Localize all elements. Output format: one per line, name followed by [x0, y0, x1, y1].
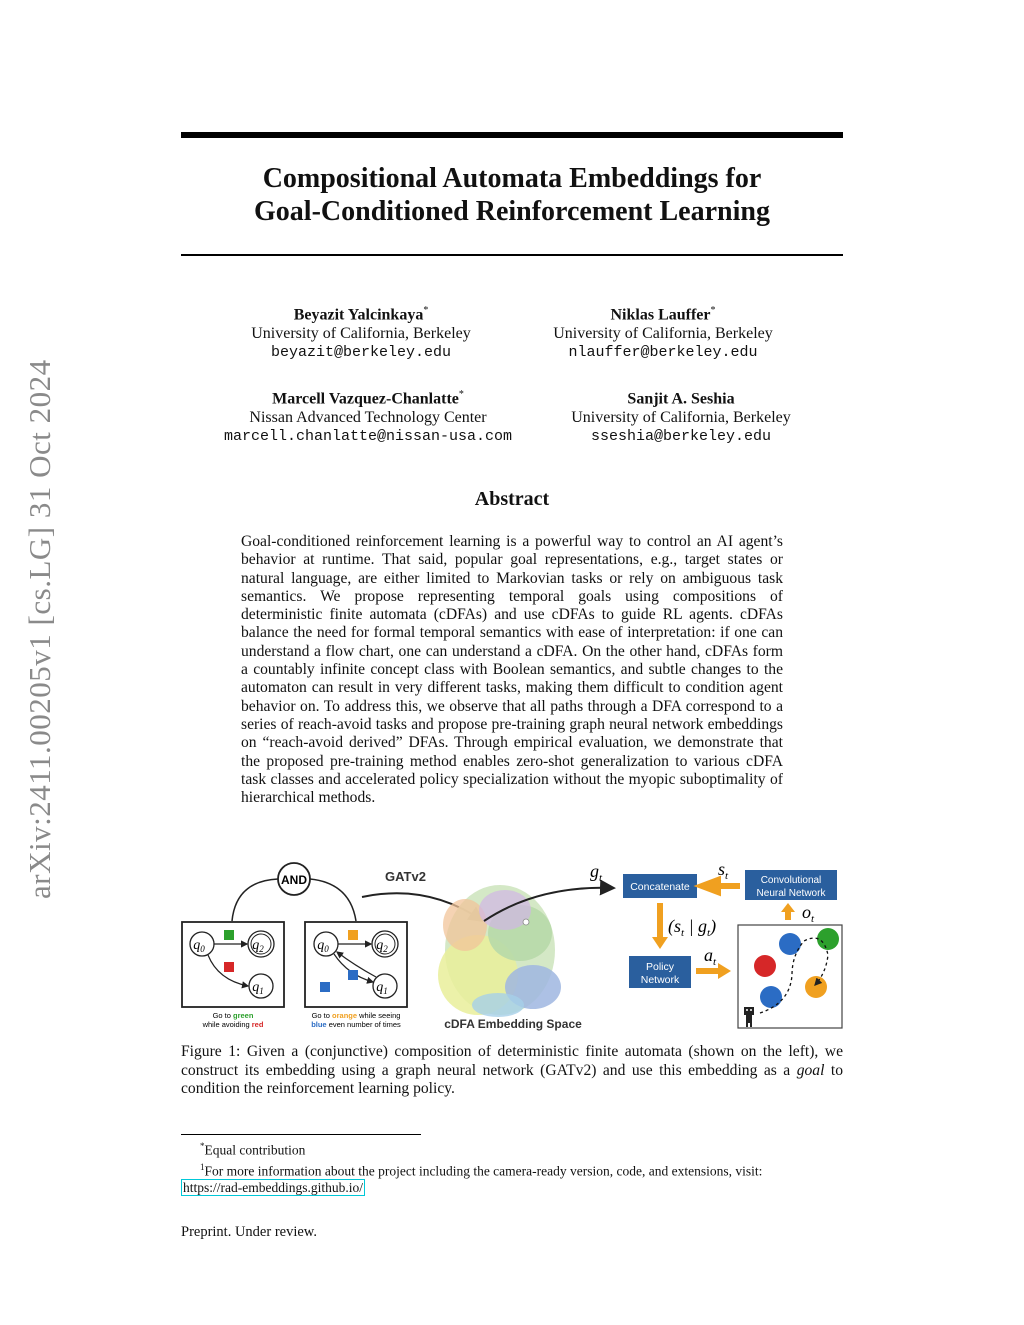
- cnn-label-line2: Neural Network: [756, 888, 826, 899]
- and-edge-right: [310, 879, 356, 921]
- policy-label-line2: Network: [640, 974, 680, 986]
- env-blue-ball-top: [779, 933, 801, 955]
- pair-arrow-head: [652, 937, 668, 949]
- pair-label: ($s_t$ | $g_t$): [668, 916, 717, 939]
- a-t-label: $a_t$: [704, 945, 717, 968]
- footnote-equal: *Equal contribution: [200, 1141, 306, 1158]
- ot-arrow-head: [781, 903, 795, 912]
- author-name: Sanjit A. Seshia: [627, 390, 735, 408]
- title-bottom-rule: [181, 254, 843, 256]
- s-t-label: $s_t$: [718, 859, 729, 882]
- dfa1-caption-line2: while avoiding red: [202, 1020, 264, 1029]
- author-name: Niklas Lauffer: [610, 306, 711, 324]
- figure-caption: [181, 1043, 843, 1099]
- project-link[interactable]: https://rad-embeddings.github.io/: [183, 1180, 363, 1195]
- dfa1-red-token: [224, 962, 234, 972]
- author-name: Beyazit Yalcinkaya: [293, 306, 424, 324]
- author-mark: *: [458, 389, 464, 400]
- dfa1-caption-line1: Go to green: [212, 1011, 254, 1020]
- title-line-1: Compositional Automata Embeddings for: [262, 163, 762, 194]
- embedding-space-label: cDFA Embedding Space: [444, 1017, 582, 1031]
- dfa2-q1-label: $q_1$: [376, 980, 388, 996]
- dfa1-green-token: [224, 930, 234, 940]
- gatv2-label: GATv2: [385, 869, 426, 884]
- dfa1-q2-label: $q_2$: [252, 938, 264, 954]
- author-block-4: [516, 385, 846, 446]
- dfa2-q2-label: $q_2$: [376, 938, 388, 954]
- caption-part-a: Figure 1: Given a (conjunctive) composition of deterministic finite automata (shown on the left), we construct its embedding using a graph neural network (GATv2) and use this embedding as a: [181, 1043, 843, 1079]
- preprint-note: Preprint. Under review.: [181, 1224, 317, 1240]
- author-mark: *: [423, 305, 429, 316]
- embedding-cloud: [438, 885, 561, 1017]
- footnotes: [181, 1138, 845, 1196]
- dfa1-q0-label: $q_0$: [193, 938, 205, 954]
- env-red-ball: [754, 955, 776, 977]
- and-edge-left: [232, 879, 278, 921]
- paper-title: [181, 162, 843, 228]
- dfa2-q0-label: $q_0$: [317, 938, 329, 954]
- author-name: Marcell Vazquez-Chanlatte: [272, 390, 459, 408]
- author-affiliation: University of California, Berkeley: [571, 409, 791, 427]
- author-email[interactable]: nlauffer@berkeley.edu: [568, 344, 758, 362]
- dfa2-blue-token-2: [320, 982, 330, 992]
- author-block-3: [203, 385, 533, 446]
- author-block-1: [196, 301, 526, 362]
- dfa2-caption-line2: blue even number of times: [311, 1020, 401, 1029]
- author-affiliation: Nissan Advanced Technology Center: [249, 409, 487, 427]
- caption-emphasis: goal: [796, 1061, 825, 1079]
- author-mark: *: [710, 305, 716, 316]
- concatenate-label: Concatenate: [630, 881, 690, 893]
- and-label: AND: [281, 873, 307, 887]
- dfa2-blue-token: [348, 970, 358, 980]
- dfa2-caption-line1: Go to orange while seeing: [311, 1011, 401, 1020]
- env-green-ball: [817, 928, 839, 950]
- env-blue-ball-bottom: [760, 986, 782, 1008]
- footnote-link-row: [181, 1179, 845, 1196]
- footnote-info: $^1$For more information about the project including the camera-ready version, code, and extensions, visit:: [200, 1161, 763, 1178]
- footnote-rule: [181, 1134, 421, 1135]
- figure-1: [178, 855, 846, 1035]
- author-affiliation: University of California, Berkeley: [251, 325, 471, 343]
- cnn-label-line1: Convolutional: [760, 875, 822, 886]
- policy-label-line1: Policy: [645, 961, 675, 973]
- g-t-label: $g_t$: [590, 861, 603, 884]
- at-arrow-head: [718, 963, 731, 979]
- author-email[interactable]: sseshia@berkeley.edu: [590, 428, 772, 446]
- author-email[interactable]: marcell.chanlatte@nissan-usa.com: [223, 428, 513, 446]
- author-email[interactable]: beyazit@berkeley.edu: [270, 344, 452, 362]
- caption-part-b: to condition the reinforcement learning policy.: [181, 1061, 844, 1097]
- dfa1-q1-label: $q_1$: [252, 980, 264, 996]
- abstract-body: Goal-conditioned reinforcement learning is a powerful way to control an AI agent’s behavior at runtime. That said, popular goal representations, e.g., target states or natural language, are either limited to Markovian tasks or rely on ambiguous task semantics. We propose representing temporal goals using compositions of deterministic finite automata (cDFAs) and use cDFAs to guide RL agents. cDFAs balance the need for formal temporal semantics with ease of interpretation: if one can understand a flow chart, one can understand a cDFA. On the other hand, cDFAs form a countably infinite concept class with Boolean semantics, and subtle changes to the automaton can result in very different tasks, making them difficult to condition agent behavior on. To address this, we observe that all paths through a DFA correspond to a series of reach-avoid tasks and propose pre-training graph neural network embeddings on “reach-avoid derived” DFAs. Through empirical evaluation, we demonstrate that the proposed pre-training method enables zero-shot generalization to various cDFA task classes and accelerated policy specialization without the myopic suboptimality of hierarchical methods.: [241, 533, 783, 807]
- abstract-heading: Abstract: [474, 488, 550, 510]
- dfa2-orange-token: [348, 930, 358, 940]
- title-top-rule: [181, 132, 843, 138]
- author-block-2: [498, 301, 828, 362]
- o-t-label: $o_t$: [802, 902, 815, 925]
- env-orange-ball: [805, 976, 827, 998]
- title-line-2: Goal-Conditioned Reinforcement Learning: [254, 196, 770, 227]
- st-arrow: [702, 880, 740, 892]
- arxiv-stamp: arXiv:2411.00205v1 [cs.LG] 31 Oct 2024: [22, 359, 57, 899]
- author-affiliation: University of California, Berkeley: [553, 325, 773, 343]
